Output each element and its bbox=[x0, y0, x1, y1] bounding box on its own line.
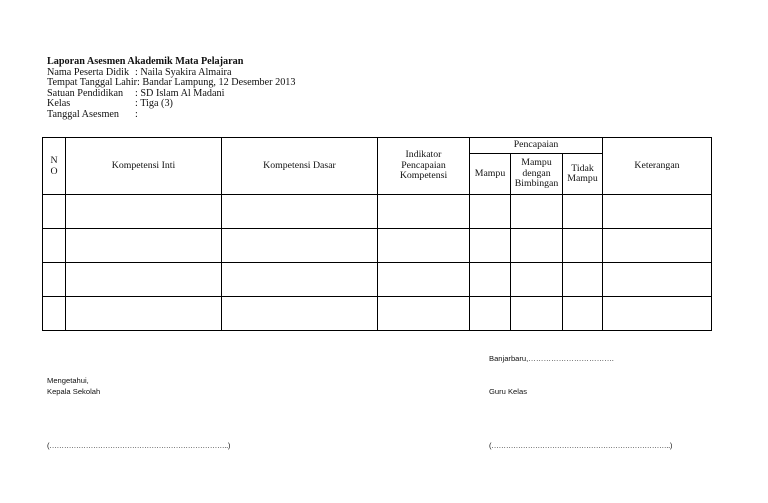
table-cell[interactable] bbox=[470, 229, 511, 263]
header-mampu: Mampu bbox=[470, 154, 511, 195]
table-row bbox=[43, 229, 712, 263]
kepala-sekolah-label: Kepala Sekolah bbox=[47, 387, 101, 396]
table-cell[interactable] bbox=[603, 229, 712, 263]
field-label: Kelas bbox=[47, 98, 71, 110]
header-kompetensi-inti: Kompetensi Inti bbox=[66, 138, 222, 195]
field-value: : Naila Syakira Almaira bbox=[135, 66, 232, 78]
table-cell[interactable] bbox=[563, 297, 603, 331]
table-cell[interactable] bbox=[563, 263, 603, 297]
table-cell[interactable] bbox=[378, 229, 470, 263]
signature-line-kepala-sekolah: (………………………………………………………………..) bbox=[47, 441, 231, 450]
table-cell[interactable] bbox=[603, 297, 712, 331]
table-cell[interactable] bbox=[43, 297, 66, 331]
table-cell[interactable] bbox=[66, 297, 222, 331]
table-cell[interactable] bbox=[378, 263, 470, 297]
header-pencapaian: Pencapaian bbox=[470, 138, 603, 154]
table-cell[interactable] bbox=[563, 195, 603, 229]
guru-kelas-label: Guru Kelas bbox=[489, 387, 527, 396]
place-date: Banjarbaru,……………………………. bbox=[489, 354, 614, 363]
table-cell[interactable] bbox=[511, 297, 563, 331]
field-label: Tempat Tanggal Lahir bbox=[47, 77, 138, 89]
table-cell[interactable] bbox=[43, 229, 66, 263]
table-cell[interactable] bbox=[378, 195, 470, 229]
mengetahui-label: Mengetahui, bbox=[47, 376, 89, 385]
field-value: : SD Islam Al Madani bbox=[135, 87, 225, 99]
table-cell[interactable] bbox=[470, 195, 511, 229]
table-cell[interactable] bbox=[222, 297, 378, 331]
table-cell[interactable] bbox=[603, 195, 712, 229]
table-cell[interactable] bbox=[603, 263, 712, 297]
table-cell[interactable] bbox=[66, 229, 222, 263]
table-cell[interactable] bbox=[222, 229, 378, 263]
table-cell[interactable] bbox=[563, 229, 603, 263]
table-cell[interactable] bbox=[378, 297, 470, 331]
table-cell[interactable] bbox=[43, 263, 66, 297]
table-header-row bbox=[43, 138, 712, 154]
header-kompetensi-dasar: Kompetensi Dasar bbox=[222, 138, 378, 195]
table-row bbox=[43, 297, 712, 331]
report-header bbox=[47, 57, 295, 121]
field-label: Nama Peserta Didik bbox=[47, 66, 130, 78]
header-no: N O bbox=[43, 138, 66, 195]
table-cell[interactable] bbox=[66, 263, 222, 297]
field-label: Tanggal Asesmen bbox=[47, 108, 119, 120]
table-cell[interactable] bbox=[43, 195, 66, 229]
table-cell[interactable] bbox=[222, 263, 378, 297]
field-tanggal bbox=[47, 110, 295, 121]
table-cell[interactable] bbox=[470, 297, 511, 331]
field-label: Satuan Pendidikan bbox=[47, 87, 124, 99]
header-mampu-dengan-bimbingan: Mampu dengan Bimbingan bbox=[511, 154, 563, 195]
table-row bbox=[43, 263, 712, 297]
table-row bbox=[43, 195, 712, 229]
table-cell[interactable] bbox=[222, 195, 378, 229]
table-cell[interactable] bbox=[470, 263, 511, 297]
field-value: : Tiga (3) bbox=[135, 98, 173, 110]
assessment-table bbox=[42, 137, 712, 331]
table-cell[interactable] bbox=[66, 195, 222, 229]
signature-line-guru-kelas: (………………………………………………………………..) bbox=[489, 441, 673, 450]
report-title: Laporan Asesmen Akademik Mata Pelajaran bbox=[47, 56, 244, 67]
header-tidak-mampu: Tidak Mampu bbox=[563, 154, 603, 195]
header-indikator: Indikator Pencapaian Kompetensi bbox=[378, 138, 470, 195]
table-cell[interactable] bbox=[511, 229, 563, 263]
table-cell[interactable] bbox=[511, 195, 563, 229]
table-cell[interactable] bbox=[511, 263, 563, 297]
header-keterangan: Keterangan bbox=[603, 138, 712, 195]
field-value: : bbox=[135, 108, 138, 120]
field-value: : Bandar Lampung, 12 Desember 2013 bbox=[137, 77, 296, 89]
